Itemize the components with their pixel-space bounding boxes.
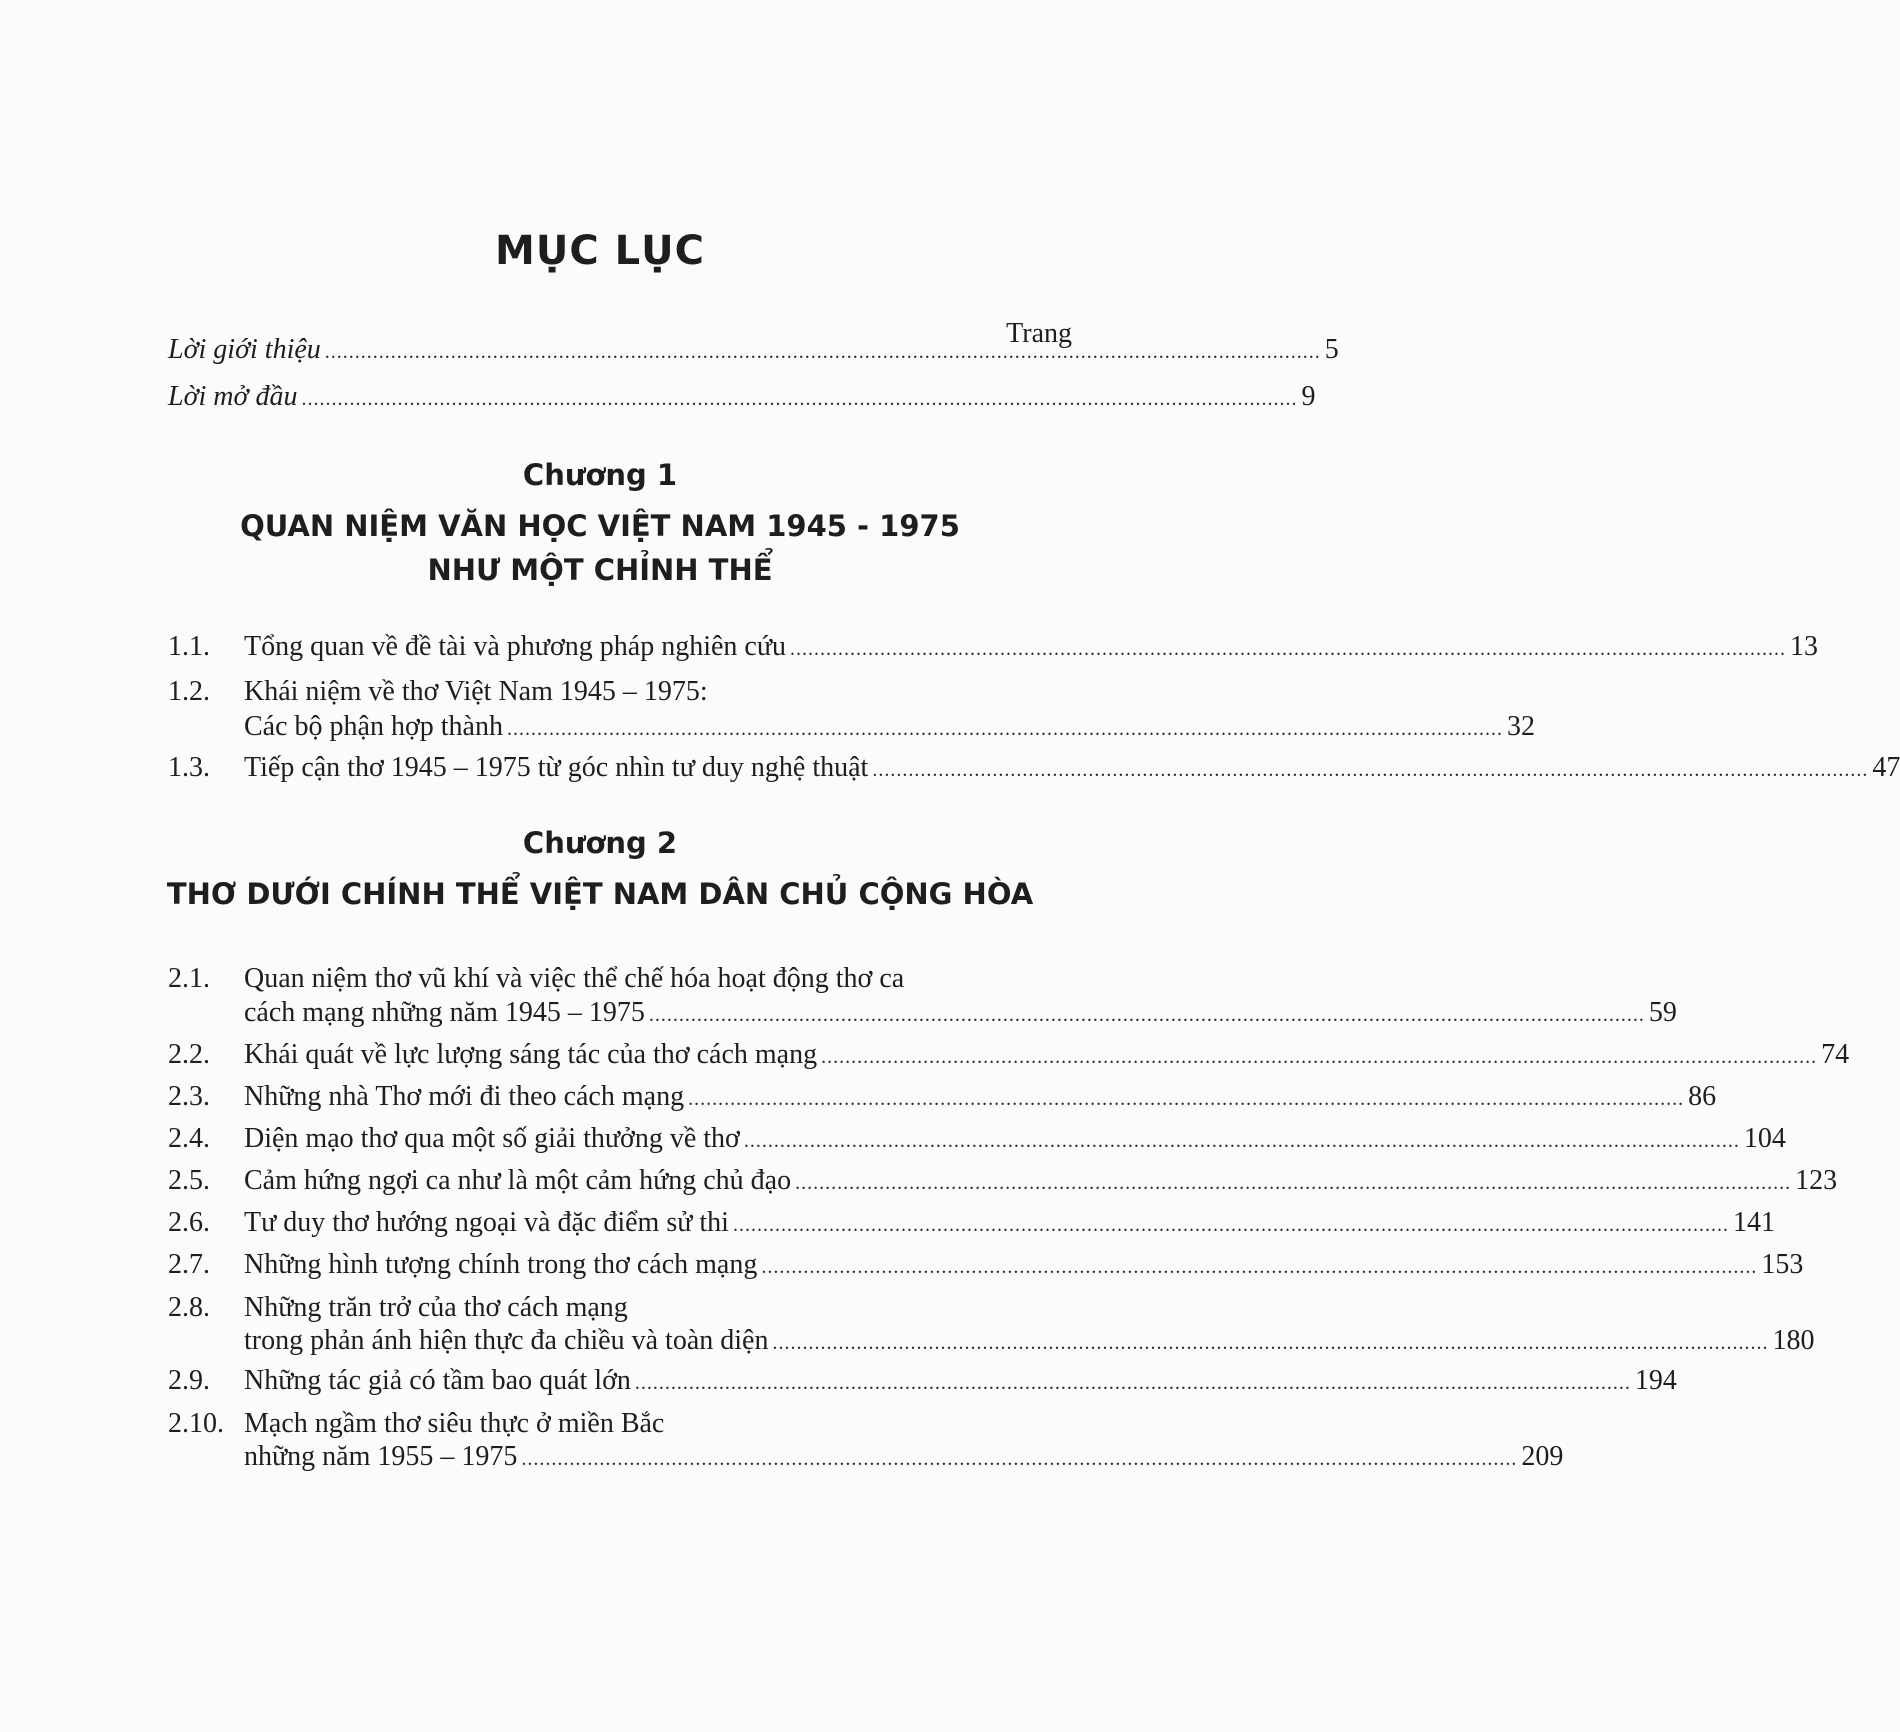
section-title-line-2: trong phản ánh hiện thực đa chiều và toàn diện bbox=[244, 1325, 769, 1356]
dot-leader: ...................................................................................................................................................................... bbox=[301, 388, 1298, 410]
chapter-1-title-line-2: NHƯ MỘT CHỈNH THỂ bbox=[427, 553, 773, 587]
section-title: Cảm hứng ngợi ca như là một cảm hứng chủ đạo bbox=[244, 1165, 792, 1196]
section-number: 2.8. bbox=[168, 1292, 210, 1323]
section-number: 2.4. bbox=[168, 1123, 210, 1154]
section-number: 1.1. bbox=[168, 631, 210, 662]
chapter-1-title-line-1: QUAN NIỆM VĂN HỌC VIỆT NAM 1945 - 1975 bbox=[240, 509, 960, 543]
section-title: Những nhà Thơ mới đi theo cách mạng bbox=[244, 1081, 685, 1112]
section-page: 32 bbox=[1506, 711, 1535, 742]
entry-page: 5 bbox=[1324, 334, 1339, 365]
section-title-line-2: Các bộ phận hợp thành bbox=[244, 711, 503, 742]
section-title: Khái quát về lực lượng sáng tác của thơ cách mạng bbox=[244, 1039, 818, 1070]
chapter-2-label: Chương 2 bbox=[522, 826, 678, 860]
dot-leader: ...................................................................................................................................................................... bbox=[821, 1046, 1818, 1068]
section-page: 104 bbox=[1743, 1123, 1786, 1154]
section-title-line-2: những năm 1955 – 1975 bbox=[244, 1441, 518, 1472]
section-title-line-1: Khái niệm về thơ Việt Nam 1945 – 1975: bbox=[244, 676, 708, 707]
dot-leader: ...................................................................................................................................................................... bbox=[648, 1004, 1645, 1026]
section-page: 209 bbox=[1521, 1441, 1564, 1472]
section-page: 74 bbox=[1821, 1039, 1850, 1070]
section-title-line-1: Những trăn trở của thơ cách mạng bbox=[244, 1292, 628, 1323]
section-title: Những tác giả có tầm bao quát lớn bbox=[244, 1365, 631, 1396]
dot-leader: ...................................................................................................................................................................... bbox=[743, 1130, 1740, 1152]
section-number: 2.10. bbox=[168, 1408, 224, 1439]
section-page: 59 bbox=[1648, 997, 1677, 1028]
section-page: 47 bbox=[1872, 752, 1900, 783]
section-number: 2.9. bbox=[168, 1365, 210, 1396]
section-title: Tư duy thơ hướng ngoại và đặc điểm sử thi bbox=[244, 1207, 729, 1238]
entry-title: Lời giới thiệu bbox=[168, 334, 321, 365]
dot-leader: ...................................................................................................................................................................... bbox=[732, 1214, 1729, 1236]
section-page: 194 bbox=[1634, 1365, 1677, 1396]
dot-leader: ...................................................................................................................................................................... bbox=[761, 1256, 1758, 1278]
dot-leader: ...................................................................................................................................................................... bbox=[795, 1172, 1792, 1194]
dot-leader: ...................................................................................................................................................................... bbox=[790, 638, 1787, 660]
section-page: 153 bbox=[1761, 1249, 1804, 1280]
dot-leader: ...................................................................................................................................................................... bbox=[521, 1448, 1518, 1470]
dot-leader: ...................................................................................................................................................................... bbox=[634, 1372, 1631, 1394]
dot-leader: ...................................................................................................................................................................... bbox=[872, 759, 1869, 781]
section-number: 1.2. bbox=[168, 676, 210, 707]
dot-leader: ...................................................................................................................................................................... bbox=[688, 1088, 1685, 1110]
section-number: 2.2. bbox=[168, 1039, 210, 1070]
section-number: 1.3. bbox=[168, 752, 210, 783]
toc-title: MỤC LỤC bbox=[495, 228, 705, 274]
section-number: 2.6. bbox=[168, 1207, 210, 1238]
section-page: 86 bbox=[1688, 1081, 1717, 1112]
section-number: 2.1. bbox=[168, 963, 210, 994]
section-title: Diện mạo thơ qua một số giải thưởng về thơ bbox=[244, 1123, 740, 1154]
section-page: 13 bbox=[1790, 631, 1819, 662]
entry-page: 9 bbox=[1301, 381, 1316, 412]
section-title: Tiếp cận thơ 1945 – 1975 từ góc nhìn tư duy nghệ thuật bbox=[244, 752, 869, 783]
section-number: 2.3. bbox=[168, 1081, 210, 1112]
chapter-1-label: Chương 1 bbox=[522, 458, 678, 492]
chapter-2-title-line-1: THƠ DƯỚI CHÍNH THỂ VIỆT NAM DÂN CHỦ CỘNG HÒA bbox=[166, 877, 1034, 911]
page-column-label: Trang bbox=[1006, 318, 1072, 349]
dot-leader: ...................................................................................................................................................................... bbox=[324, 341, 1321, 363]
section-title-line-2: cách mạng những năm 1945 – 1975 bbox=[244, 997, 645, 1028]
section-title: Tổng quan về đề tài và phương pháp nghiên cứu bbox=[244, 631, 787, 662]
section-page: 141 bbox=[1732, 1207, 1775, 1238]
section-page: 123 bbox=[1795, 1165, 1838, 1196]
entry-title: Lời mở đầu bbox=[168, 381, 298, 412]
dot-leader: ...................................................................................................................................................................... bbox=[772, 1332, 1769, 1354]
section-page: 180 bbox=[1772, 1325, 1815, 1356]
section-number: 2.7. bbox=[168, 1249, 210, 1280]
section-title: Những hình tượng chính trong thơ cách mạng bbox=[244, 1249, 758, 1280]
section-number: 2.5. bbox=[168, 1165, 210, 1196]
dot-leader: ...................................................................................................................................................................... bbox=[506, 718, 1503, 740]
section-title-line-1: Mạch ngầm thơ siêu thực ở miền Bắc bbox=[244, 1408, 665, 1439]
section-title-line-1: Quan niệm thơ vũ khí và việc thể chế hóa hoạt động thơ ca bbox=[244, 963, 905, 994]
